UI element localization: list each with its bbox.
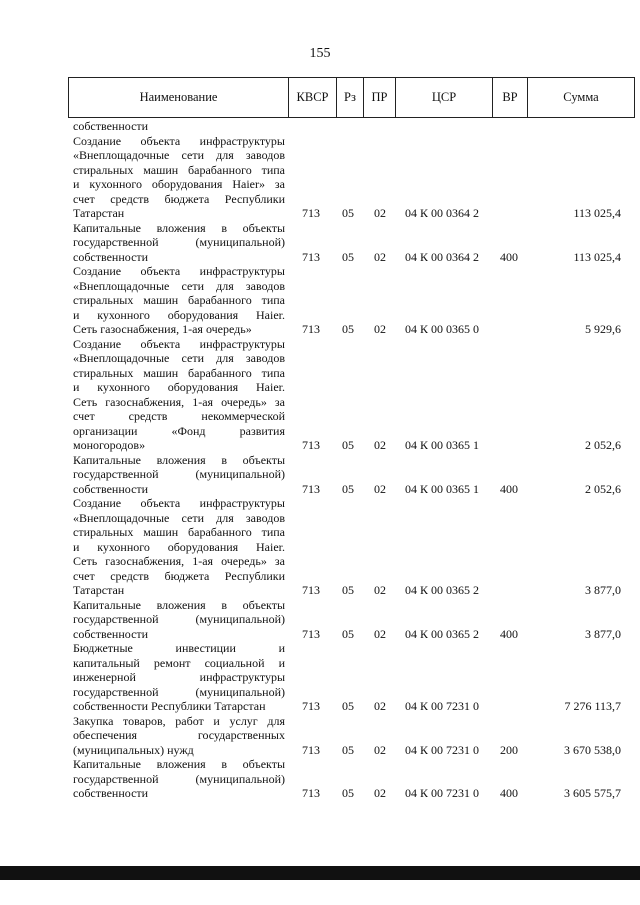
cell-csr: 04 К 00 0365 0 bbox=[404, 322, 479, 336]
cell-kvsr: 713 bbox=[302, 481, 320, 496]
header-rz: Рз bbox=[337, 78, 364, 118]
page-bottom-border bbox=[0, 866, 640, 880]
row-name-line: Закупка товаров, работ и услуг для bbox=[73, 713, 285, 728]
row-name-line: государственной (муниципальной) bbox=[73, 684, 285, 699]
cell-csr: 04 К 00 0365 2 bbox=[404, 626, 479, 641]
row-name-line: государственной (муниципальной) bbox=[73, 771, 285, 786]
row-name-line: собственности bbox=[73, 481, 149, 496]
cell-rz: 05 bbox=[342, 626, 354, 641]
cell-kvsr: 713 bbox=[302, 742, 320, 757]
cell-kvsr: 713 bbox=[302, 786, 320, 800]
cell-rz: 05 bbox=[342, 249, 354, 264]
cell-rz: 05 bbox=[342, 438, 354, 452]
row-name-line: Татарстан bbox=[73, 206, 125, 220]
row-name-line: инженерной инфраструктуры bbox=[73, 670, 285, 684]
row-name-line: Татарстан bbox=[73, 583, 125, 597]
cell-pr: 02 bbox=[374, 699, 386, 713]
page-number: 155 bbox=[309, 46, 331, 61]
cell-sum: 113 025,4 bbox=[573, 249, 621, 264]
row-name-line: Сеть газоснабжения, 1-ая очередь» за bbox=[73, 554, 285, 568]
row-name-line: (муниципальных) нужд bbox=[73, 742, 194, 757]
cell-csr: 04 К 00 0365 2 bbox=[404, 583, 479, 597]
row-name-line: стиральных машин барабанного типа bbox=[73, 162, 285, 177]
table-row bbox=[0, 119, 640, 134]
cell-pr: 02 bbox=[374, 481, 386, 496]
row-name-line: Создание объекта инфраструктуры bbox=[73, 264, 285, 278]
cell-pr: 02 bbox=[374, 583, 386, 597]
row-name-line: Создание объекта инфраструктуры bbox=[73, 496, 285, 510]
row-name-line: Капитальные вложения в объекты bbox=[73, 757, 285, 771]
cell-rz: 05 bbox=[342, 481, 354, 496]
row-name-line: государственной (муниципальной) bbox=[73, 235, 285, 249]
row-name-line: государственной (муниципальной) bbox=[73, 612, 285, 626]
row-name-line: собственности bbox=[73, 786, 149, 800]
cell-sum: 3 670 538,0 bbox=[564, 742, 621, 757]
row-name-line: собственности bbox=[73, 249, 149, 264]
cell-rz: 05 bbox=[342, 742, 354, 757]
cell-kvsr: 713 bbox=[302, 249, 320, 264]
cell-pr: 02 bbox=[374, 438, 386, 452]
cell-rz: 05 bbox=[342, 583, 354, 597]
row-name-line: «Внеплощадочные сети для заводов bbox=[73, 278, 285, 293]
table-body bbox=[0, 119, 640, 801]
table-row bbox=[0, 134, 640, 221]
row-name-line: Сеть газоснабжения, 1-ая очередь» за bbox=[73, 394, 285, 409]
row-name-line: Бюджетные инвестиции и bbox=[73, 641, 285, 655]
row-name-line: счет средств бюджета Республики bbox=[73, 568, 285, 583]
row-name-line: Создание объекта инфраструктуры bbox=[73, 133, 285, 148]
cell-pr: 02 bbox=[374, 249, 386, 264]
header-sum: Сумма bbox=[528, 78, 635, 118]
row-name-line: моногородов» bbox=[73, 438, 146, 452]
table-row bbox=[0, 641, 640, 714]
cell-csr: 04 К 00 0365 1 bbox=[404, 438, 479, 452]
table-header bbox=[68, 77, 635, 118]
row-name-line: капитальный ремонт социальной и bbox=[73, 655, 285, 670]
cell-rz: 05 bbox=[342, 206, 354, 220]
table-row bbox=[0, 496, 640, 598]
cell-csr: 04 К 00 0365 1 bbox=[404, 481, 479, 496]
row-name-line: и кухонного оборудования Haier. bbox=[73, 539, 285, 554]
cell-sum: 3 877,0 bbox=[585, 583, 621, 597]
cell-kvsr: 713 bbox=[302, 583, 320, 597]
cell-csr: 04 К 00 7231 0 bbox=[404, 699, 479, 713]
row-name-line: собственности Республики Татарстан bbox=[73, 699, 266, 713]
row-name-line: стиральных машин барабанного типа bbox=[73, 525, 285, 539]
cell-csr: 04 К 00 0364 2 bbox=[404, 206, 479, 220]
header-name: Наименование bbox=[69, 78, 289, 118]
cell-kvsr: 713 bbox=[302, 626, 320, 641]
cell-pr: 02 bbox=[374, 742, 386, 757]
row-name-line: Сеть газоснабжения, 1-ая очередь» bbox=[73, 322, 252, 336]
row-name-line: обеспечения государственных bbox=[73, 728, 285, 742]
row-name-line: и кухонного оборудования Haier» за bbox=[73, 177, 285, 191]
row-name-line: и кухонного оборудования Haier. bbox=[73, 307, 285, 322]
cell-pr: 02 bbox=[374, 206, 386, 220]
cell-sum: 7 276 113,7 bbox=[564, 699, 621, 713]
cell-sum: 2 052,6 bbox=[585, 438, 621, 452]
cell-pr: 02 bbox=[374, 322, 386, 336]
cell-kvsr: 713 bbox=[302, 322, 320, 336]
cell-pr: 02 bbox=[374, 626, 386, 641]
row-name-line: счет средств бюджета Республики bbox=[73, 191, 285, 206]
row-name-line: стиральных машин барабанного типа bbox=[73, 293, 285, 307]
row-name-line: «Внеплощадочные сети для заводов bbox=[73, 351, 285, 365]
header-vr: ВР bbox=[493, 78, 528, 118]
row-name-line: Капитальные вложения в объекты bbox=[73, 597, 285, 612]
cell-rz: 05 bbox=[342, 786, 354, 800]
cell-sum: 2 052,6 bbox=[585, 481, 621, 496]
row-name-line: Создание объекта инфраструктуры bbox=[73, 336, 285, 351]
cell-sum: 3 877,0 bbox=[585, 626, 621, 641]
cell-csr: 04 К 00 7231 0 bbox=[404, 786, 479, 800]
cell-pr: 02 bbox=[374, 786, 386, 800]
cell-sum: 113 025,4 bbox=[573, 206, 621, 220]
row-name-line: и кухонного оборудования Haier. bbox=[73, 380, 285, 394]
header-csr: ЦСР bbox=[396, 78, 493, 118]
cell-sum: 5 929,6 bbox=[585, 322, 621, 336]
cell-kvsr: 713 bbox=[302, 206, 320, 220]
row-name-line: государственной (муниципальной) bbox=[73, 467, 285, 481]
cell-rz: 05 bbox=[342, 322, 354, 336]
row-name-line: стиральных машин барабанного типа bbox=[73, 365, 285, 380]
cell-kvsr: 713 bbox=[302, 438, 320, 452]
table-row bbox=[0, 264, 640, 337]
cell-vr: 400 bbox=[500, 481, 518, 496]
cell-csr: 04 К 00 7231 0 bbox=[404, 742, 479, 757]
cell-vr: 400 bbox=[500, 786, 518, 800]
cell-sum: 3 605 575,7 bbox=[564, 786, 621, 800]
row-name-line: Капитальные вложения в объекты bbox=[73, 220, 285, 235]
row-name-line: «Внеплощадочные сети для заводов bbox=[73, 510, 285, 525]
row-name-line: собственности bbox=[73, 119, 149, 133]
cell-csr: 04 К 00 0364 2 bbox=[404, 249, 479, 264]
row-name-line: организации «Фонд развития bbox=[73, 423, 285, 438]
header-kvsr: КВСР bbox=[289, 78, 337, 118]
cell-kvsr: 713 bbox=[302, 699, 320, 713]
cell-vr: 200 bbox=[500, 742, 518, 757]
row-name-line: собственности bbox=[73, 626, 149, 641]
table-row bbox=[0, 221, 640, 265]
header-pr: ПР bbox=[364, 78, 396, 118]
cell-vr: 400 bbox=[500, 626, 518, 641]
cell-vr: 400 bbox=[500, 249, 518, 264]
table-row bbox=[0, 337, 640, 453]
table-row bbox=[0, 453, 640, 497]
table-row bbox=[0, 598, 640, 642]
table-row bbox=[0, 714, 640, 758]
cell-rz: 05 bbox=[342, 699, 354, 713]
table-row bbox=[0, 757, 640, 801]
row-name-line: счет средств некоммерческой bbox=[73, 409, 285, 423]
row-name-line: Капитальные вложения в объекты bbox=[73, 452, 285, 467]
row-name bbox=[73, 337, 285, 453]
row-name-line: «Внеплощадочные сети для заводов bbox=[73, 148, 285, 162]
